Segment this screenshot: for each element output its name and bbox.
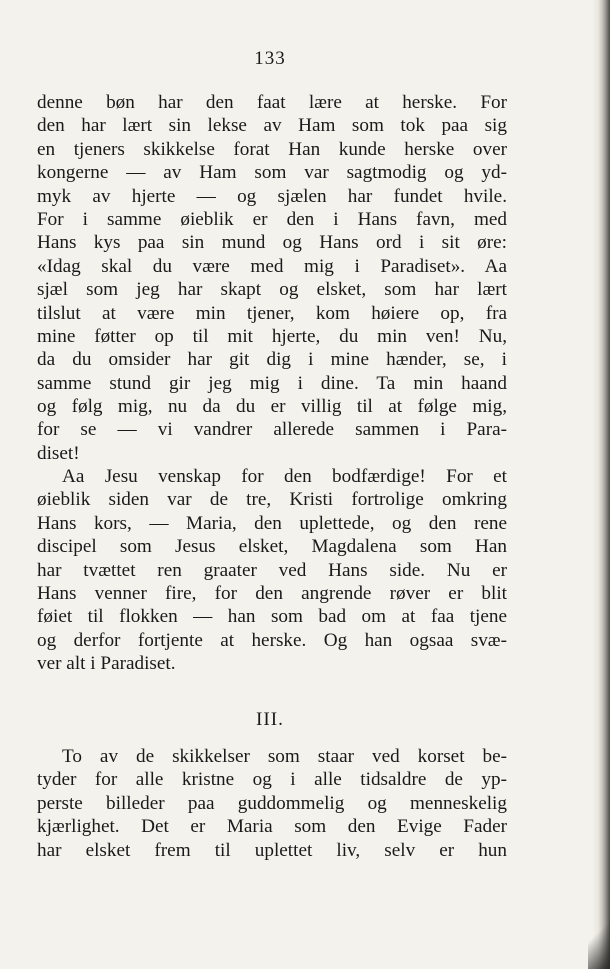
text-line: To av de skikkelser som staar ved korset be-: [62, 746, 507, 767]
text-line: tyder for alle kristne og i alle tidsaldre de yp-: [37, 769, 507, 791]
page-edge-shadow: [592, 0, 610, 969]
text-line: har tvættet ren graater ved Hans side. Nu er: [37, 559, 507, 581]
text-line: samme stund gir jeg mig i dine. Ta min haand: [37, 372, 507, 394]
page-corner-shadow: [588, 909, 610, 969]
text-line: discipel som Jesus elsket, Magdalena som Han: [37, 536, 507, 558]
text-line: øieblik siden var de tre, Kristi fortrolige omkring: [37, 489, 507, 511]
text-line: Hans kors, — Maria, den uplettede, og den rene: [37, 512, 507, 534]
page-number: 133: [254, 48, 286, 69]
text-line: har elsket frem til uplettet liv, selv er hun: [37, 839, 507, 861]
text-line: ver alt i Paradiset.: [37, 653, 176, 675]
text-line: for se — vi vandrer allerede sammen i Para-: [37, 419, 507, 441]
text-line: Hans venner fire, for den angrende røver er blit: [37, 582, 507, 604]
paragraph-2: [37, 465, 507, 676]
text-line: en tjeners skikkelse forat Han kunde herske over: [37, 138, 507, 160]
text-line: og følg mig, nu da du er villig til at følge mig,: [37, 396, 507, 418]
text-line: For i samme øieblik er den i Hans favn, med: [37, 208, 507, 230]
text-line: og derfor fortjente at herske. Og han ogsaa svæ-: [37, 629, 507, 651]
text-line: kjærlighet. Det er Maria som den Evige Fader: [37, 816, 507, 838]
text-line: denne bøn har den faat lære at herske. For: [37, 92, 507, 113]
text-line: kongerne — av Ham som var sagtmodig og yd-: [37, 162, 507, 184]
text-line: Hans kys paa sin mund og Hans ord i sit øre:: [37, 232, 507, 254]
text-line: mine føtter op til mit hjerte, du min ven! Nu,: [37, 325, 507, 347]
text-line: sjæl som jeg har skapt og elsket, som har lært: [37, 279, 507, 301]
text-line: perste billeder paa guddommelig og menneskelig: [37, 792, 507, 814]
text-line: tilslut at være min tjener, kom høiere op, fra: [37, 302, 507, 324]
text-line: Aa Jesu venskap for den bodfærdige! For et: [62, 466, 507, 487]
text-line: føiet til flokken — han som bad om at faa tjene: [37, 606, 507, 628]
text-line: diset!: [37, 442, 80, 464]
text-line: den har lært sin lekse av Ham som tok paa sig: [37, 115, 507, 137]
section-heading: III.: [256, 709, 284, 730]
paragraph-3: [37, 745, 507, 862]
text-line: myk av hjerte — og sjælen har fundet hvile.: [37, 185, 507, 207]
text-line: da du omsider har git dig i mine hænder, se, i: [37, 349, 507, 371]
paragraph-1: [37, 91, 507, 465]
text-line: «Idag skal du være med mig i Paradiset». Aa: [37, 255, 507, 277]
